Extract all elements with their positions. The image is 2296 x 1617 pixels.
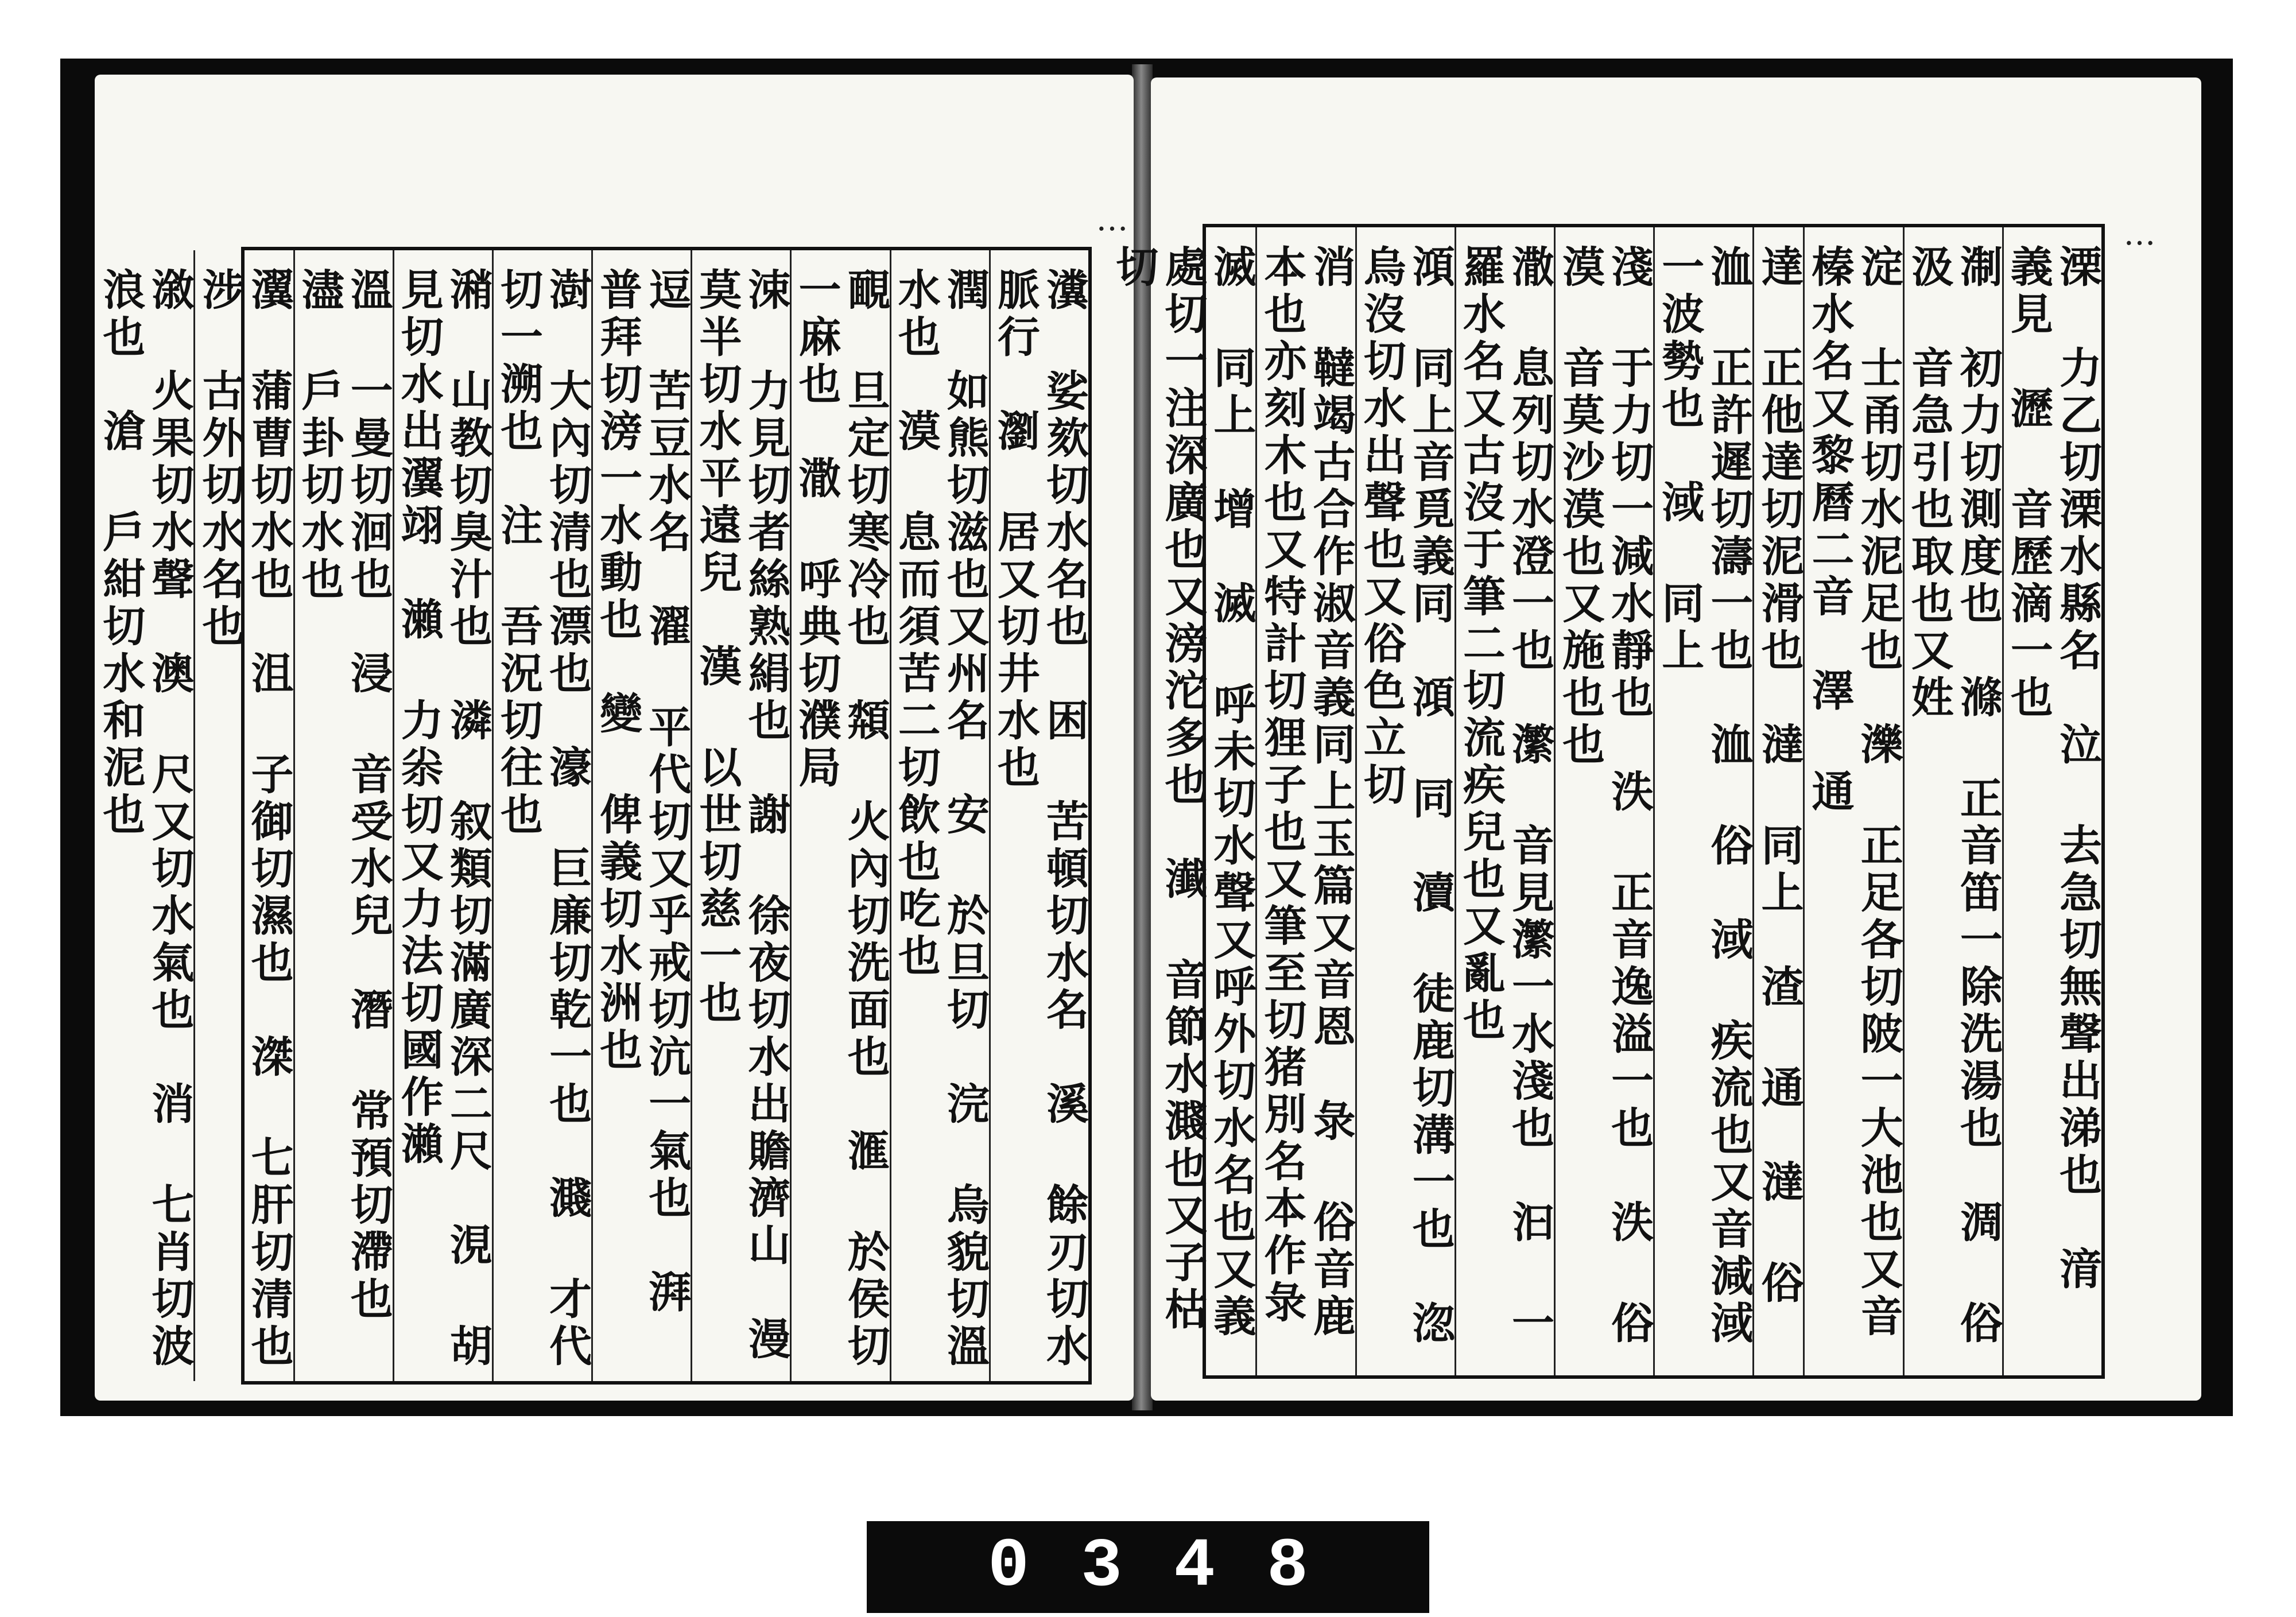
archive-number: 0348 [987, 1528, 1360, 1606]
text-column [1109, 227, 1255, 1375]
column-text: 滅 同上 增 滅 呼未切水聲又呼外切水名也又義處切一注深廣也又滂沱多也 瀐 音節水濺也又子枯切 [1109, 245, 1256, 1341]
left-text-block [96, 247, 1092, 1418]
column-text: 漵 火果切水聲 澳 尺又切水氣也 消 七肖切波浪也 滄 戶紺切水和泥也 [96, 267, 195, 1371]
text-column [890, 250, 989, 1381]
text-column [1653, 227, 1752, 1375]
column-text: 涑 力見切者絲熟絹也 謝 徐夜切水出贍濟山 漫 莫半切水平遠兒 漢 以世切慈一也 [692, 267, 791, 1418]
column-text: 溧 力乙切溧水縣名 泣 去急切無聲出涕也 湇 義見 瀝 音歷滴一也 [2003, 245, 2102, 1348]
text-column [393, 250, 492, 1381]
text-column [1255, 227, 1355, 1375]
column-text: 澍 大內切清也漂也 濠 巨廉切乾一也 濺 才代切一溯也 注 吾況切往也 [493, 267, 592, 1371]
text-column [1803, 227, 1902, 1375]
text-column [989, 250, 1088, 1381]
right-page-header: … [2121, 215, 2158, 256]
text-column [193, 250, 294, 1418]
column-text: 消 韃竭古合作淑音義同上玉篇又音恩 彔 俗音鹿本也亦刻木也又特計切狸子也又筆至切猪別名本作彔 [1257, 245, 1356, 1341]
text-column [293, 250, 393, 1381]
text-column [1903, 227, 2003, 1395]
column-text: 達 正他達切泥滑也 澾 同上 渣 通 澾 俗 [1754, 245, 1804, 1308]
column-text: 潤 如熊切滋也又州名 安 於旦切 浣 烏貌切溫水也 漠 息而須苦二切飲也吃也 [891, 267, 990, 1371]
text-column [492, 250, 591, 1381]
column-text: 淀 士甬切水泥足也 濼 正足各切陂一大池也又音榛水名又黎曆二音 澤 通 [1805, 245, 1903, 1341]
column-text: 潵 息列切水澄一也 瀿 音見瀿一水淺也 汩 一羅水名又古沒于筆二切流疾兒也又亂也 [1456, 245, 1554, 1348]
column-text: 靦 旦定切寒冷也 頮 火內切洗面也 滙 於侯切一麻也 潵 呼典切濮局 [792, 267, 890, 1371]
text-column [2002, 227, 2101, 1375]
column-text: 澒 同上音覓義同 澒 同 瀆 徒鹿切溝一也 淴 烏沒切水出聲也又俗色立切 [1356, 245, 1455, 1402]
text-column [1355, 227, 1455, 1402]
text-column [790, 250, 889, 1381]
text-column [691, 250, 791, 1418]
column-text: 潲 山教切臭汁也 潾 叙類切滿廣深二尺 涀 胡見切水出瀷翊 瀨 力尜切又力法切國作瀨 [394, 267, 492, 1371]
right-text-block [1109, 224, 2105, 1402]
column-text: 洫 正許遲切濤一也 洫 俗 淢 疾流也又音減淢一波勢也 淢 同上 [1655, 245, 1754, 1348]
text-column [1752, 227, 1803, 1375]
text-column [96, 250, 193, 1381]
column-text: 淛 初力切測度也 滌 正音笛一除洗湯也 淍 俗 汲 音急引也取也又姓 [1904, 245, 2003, 1395]
column-text: 溫 一曼切洄也 浸 音受水兒 潛 常預切滯也 濜 戶卦切水也 [294, 267, 393, 1371]
text-column [1554, 227, 1654, 1395]
text-column [1455, 227, 1554, 1375]
column-text: 逗 苦豆水名 濯 平代切又乎戒切沆一氣也 湃 普拜切滂一水動也 變 俾義切水洲也 [593, 267, 692, 1371]
archive-number-label [867, 1521, 1429, 1613]
column-text: 瀷 蒲曹切水也 沮 子御切濕也 滐 七肝切清也 涉 古外切水名也 [195, 267, 294, 1418]
right-page [1109, 77, 2201, 1402]
text-column [591, 250, 691, 1381]
left-page-header: … [1093, 201, 1131, 242]
left-page [95, 75, 1134, 1418]
column-text: 淺 于力切一減水靜也 泆 正音逸溢一也 泆 俗 漠 音莫沙漠也又施也也 [1556, 245, 1654, 1395]
column-text: 瀵 娑欬切水名也 困 苦頓切水名 溪 餘刃切水脈行 瀏 居又切井水也 [990, 267, 1089, 1371]
